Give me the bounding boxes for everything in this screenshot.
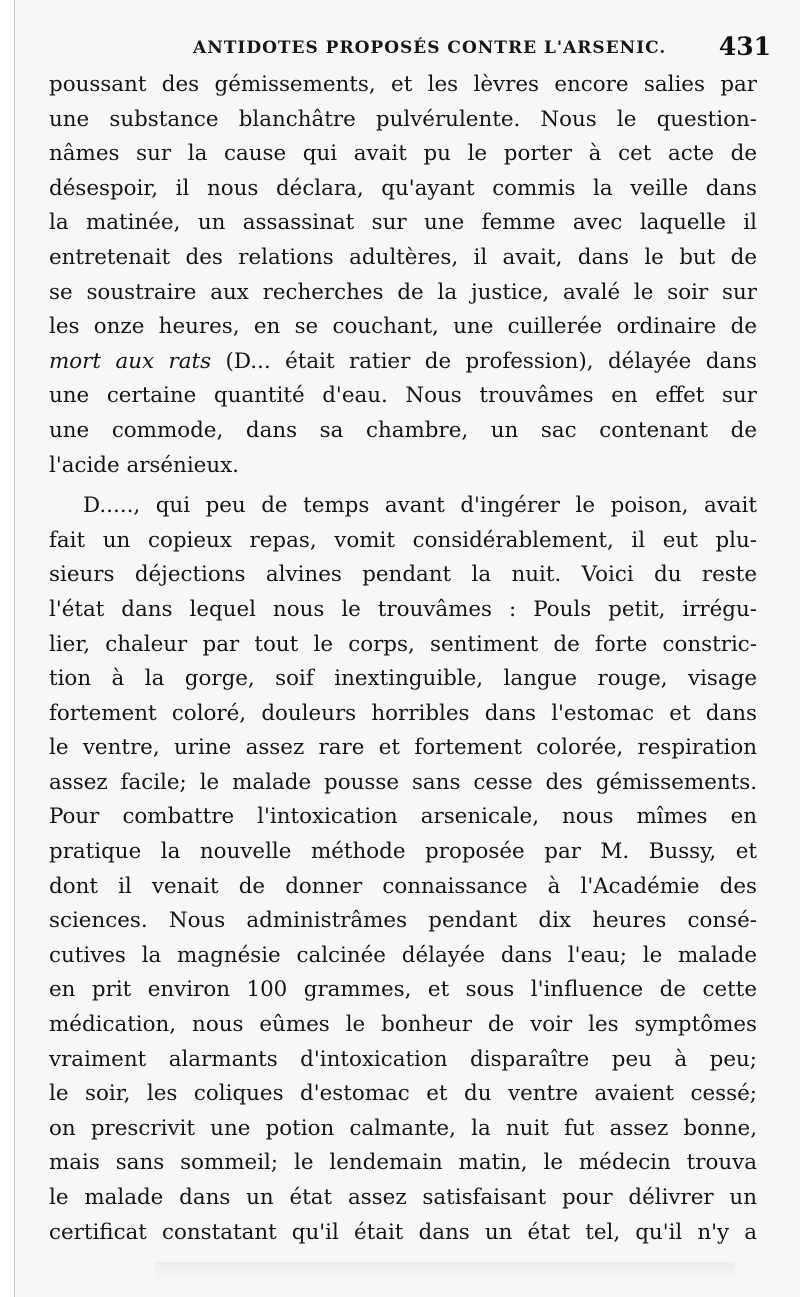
text-line: cutives la magnésie calcinée délayée dans l'eau; le malade	[49, 942, 757, 968]
running-title: ANTIDOTES PROPOSÉS CONTRE L'ARSENIC.	[193, 38, 667, 58]
text-line: le soir, les coliques d'estomac et du ventre avaient cessé;	[49, 1081, 757, 1107]
text-line: sciences. Nous administrâmes pendant dix heures consé-	[49, 908, 757, 934]
text-line: fait un copieux repas, vomit considérablement, il eut plu-	[49, 527, 757, 553]
text-line: D....., qui peu de temps avant d'ingérer le poison, avait	[83, 493, 757, 519]
running-head	[55, 30, 777, 66]
text-line: Pour combattre l'intoxication arsenicale, nous mîmes en	[49, 804, 757, 830]
text-line: fortement coloré, douleurs horribles dans l'estomac et dans	[49, 700, 757, 726]
italic-phrase: mort aux rats	[49, 348, 212, 374]
text-line: en prit environ 100 grammes, et sous l'influence de cette	[49, 977, 757, 1003]
text-line: le ventre, urine assez rare et fortement colorée, respiration	[49, 735, 757, 761]
line-remainder: (D... était ratier de profession), délayée dans	[211, 348, 757, 374]
text-line: la matinée, un assassinat sur une femme avec laquelle il	[49, 210, 757, 236]
text-line: se soustraire aux recherches de la justice, avalé le soir sur	[49, 279, 757, 305]
text-line: les onze heures, en se couchant, une cuillerée ordinaire de	[49, 314, 757, 340]
text-line: certificat constatant qu'il était dans un état tel, qu'il n'y a	[49, 1219, 757, 1245]
text-line: assez facile; le malade pousse sans cesse des gémissements.	[49, 769, 757, 795]
text-line: le malade dans un état assez satisfaisant pour délivrer un	[49, 1185, 757, 1210]
text-line: lier, chaleur par tout le corps, sentiment de forte constric-	[49, 631, 757, 657]
body-text	[49, 68, 757, 1250]
text-line: désespoir, il nous déclara, qu'ayant commis la veille dans	[49, 175, 757, 201]
text-line	[49, 345, 757, 380]
text-line: une certaine quantité d'eau. Nous trouvâmes en effet sur	[49, 383, 757, 409]
text-line: vraiment alarmants d'intoxication disparaître peu à peu;	[49, 1046, 757, 1072]
text-line: dont il venait de donner connaissance à l'Académie des	[49, 873, 757, 899]
book-page	[14, 0, 800, 1297]
text-line: pratique la nouvelle méthode proposée par M. Bussy, et	[49, 839, 757, 865]
show-through-shadow	[155, 1262, 735, 1282]
text-line: sieurs déjections alvines pendant la nuit. Voici du reste	[49, 562, 757, 588]
page-number: 431	[718, 32, 771, 61]
text-line: poussant des gémissements, et les lèvres encore salies par	[49, 72, 757, 97]
text-line: tion à la gorge, soif inextinguible, langue rouge, visage	[49, 666, 757, 692]
text-line: on prescrivit une potion calmante, la nuit fut assez bonne,	[49, 1115, 757, 1141]
paragraph-1	[49, 68, 757, 483]
text-line: l'état dans lequel nous le trouvâmes : Pouls petit, irrégu-	[49, 596, 757, 622]
text-line: une substance blanchâtre pulvérulente. Nous le question-	[49, 106, 757, 132]
text-line: nâmes sur la cause qui avait pu le porter à cet acte de	[49, 141, 757, 167]
paragraph-2	[49, 489, 757, 1250]
text-line: entretenait des relations adultères, il avait, dans le but de	[49, 244, 757, 270]
text-line: l'acide arsénieux.	[49, 452, 239, 478]
text-line: mais sans sommeil; le lendemain matin, le médecin trouva	[49, 1150, 757, 1176]
text-line: une commode, dans sa chambre, un sac contenant de	[49, 417, 757, 443]
text-line: médication, nous eûmes le bonheur de voir les symptômes	[49, 1012, 757, 1038]
